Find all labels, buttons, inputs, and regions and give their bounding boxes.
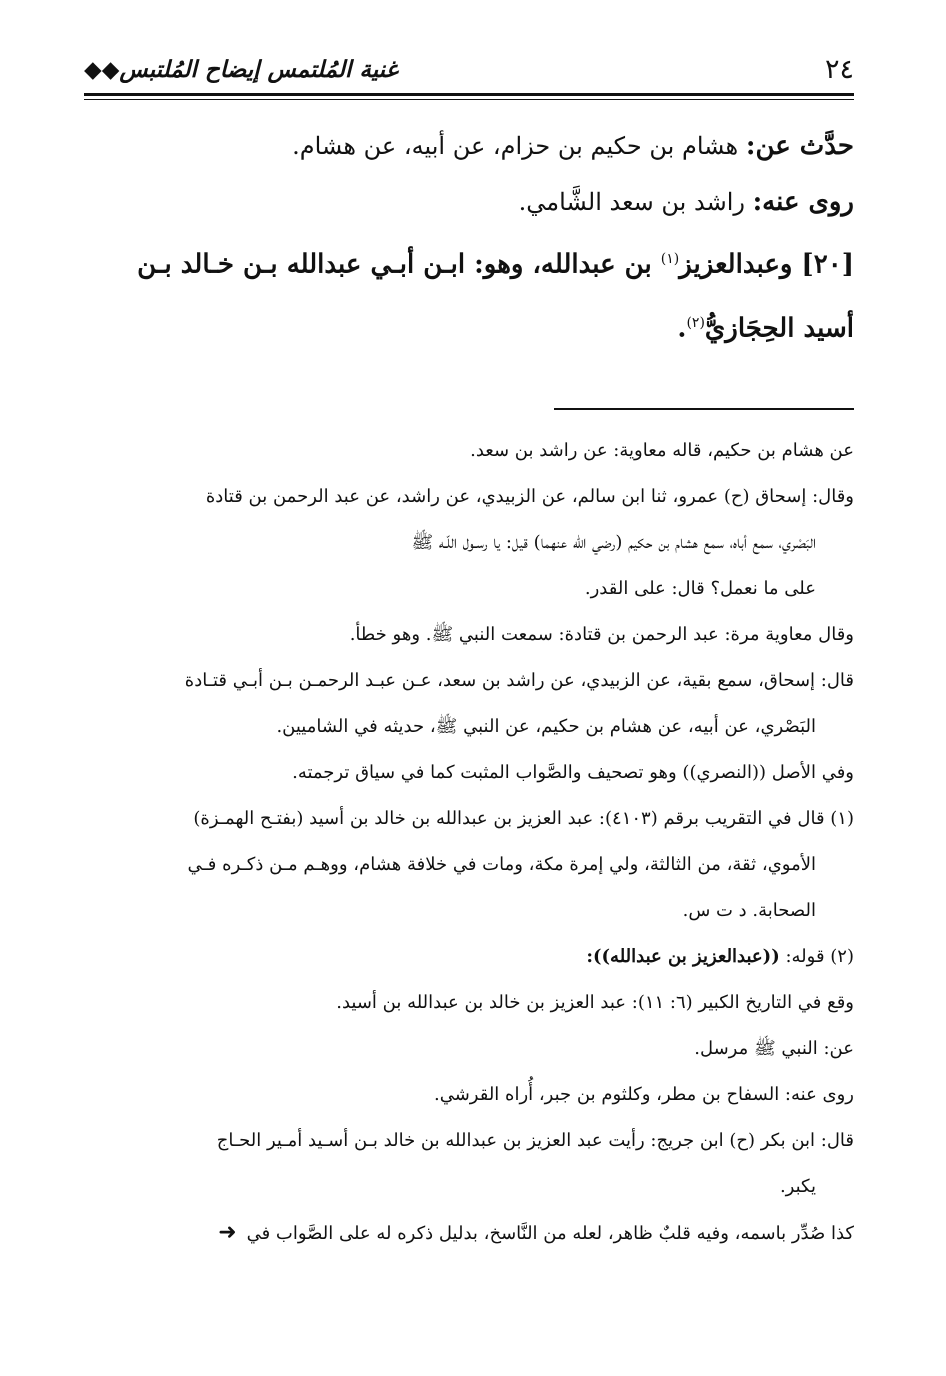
entry-heading-cont [84, 294, 854, 358]
narrated-by-label: روى عنه: [752, 187, 854, 217]
footnote-line: وفي الأصل ((النصري)) وهو تصحيف والصَّواب المثبت كما في سياق ترجمته. [292, 762, 854, 783]
footnote-line: قال: ابن بكر (ح) ابن جريج: رأيت عبد العزيز بن عبدالله بن خالد بـن أسـيد أمـير الحـاج [216, 1130, 854, 1151]
header-rule-thin [84, 99, 854, 100]
footnote-2 [84, 934, 854, 980]
footnote-line: قال: إسحاق، سمع بقية، عن الزبيدي، عن راشد بن سعد، عـن عبـد الرحمـن بـن أبـي قتـادة [184, 670, 854, 691]
main-text [84, 118, 854, 357]
header-rule-thick [84, 93, 854, 96]
footnote-line: روى عنه: السفاح بن مطر، وكلثوم بن جبر، أُراه القرشي. [433, 1084, 854, 1105]
footnote-line: الصحابة. د ت س. [682, 900, 816, 921]
narrated-from-text: هشام بن حكيم بن حزام، عن أبيه، عن هشام. [292, 132, 746, 160]
footnote-1: (١) قال في التقريب برقم (٤١٠٣): عبد العزيز بن عبدالله بن خالد بن أسيد (بفتـح الهمـزة) [193, 808, 854, 829]
footnote-line: وقع في التاريخ الكبير (٦: ١١): عبد العزيز بن خالد بن عبدالله بن أسيد. [336, 992, 854, 1013]
narrated-by-line [84, 174, 854, 230]
entry-heading-part-a: [٢٠] وعبدالعزيز [679, 249, 854, 280]
footnote-line: الأموي، ثقة، من الثالثة، ولي إمرة مكة، ومات في خلافة هشام، ووهـم مـن ذكـره فـي [187, 854, 816, 875]
page-header [84, 52, 854, 86]
page-number: ٢٤ [824, 54, 854, 85]
entry-heading [84, 230, 854, 294]
footnote-line: عن: النبي ﷺ مرسل. [694, 1038, 854, 1059]
footnote-line: على ما نعمل؟ قال: على القدر. [584, 578, 816, 599]
narrated-from-label: حدَّث عن: [745, 131, 854, 161]
entry-heading-part-c: أسيد الحِجَازيُّ [704, 313, 854, 344]
footnote-last-text: كذا صُدِّر باسمه، وفيه قلبٌ ظاهر، لعله من النَّاسخ، بدليل ذكره له على الصَّواب في [246, 1223, 854, 1244]
footnote-line: البَصْري، عن أبيه، عن هشام بن حكيم، عن النبي ﷺ، حديثه في الشاميين. [276, 716, 816, 737]
continue-arrow-icon: ➜ [218, 1220, 237, 1245]
running-title: غنية المُلتمس إيضاح المُلتبس◆◆ [84, 56, 398, 83]
footnote-2-heading: ((عبدالعزيز بن عبدالله)): [586, 946, 780, 967]
footnote-line: يكبر. [779, 1176, 816, 1197]
narrated-from-line [84, 118, 854, 174]
footnote-ref-2: (٢) [686, 314, 705, 331]
footnote-separator [554, 408, 854, 410]
footnote-2-prefix: (٢) قوله: [779, 946, 854, 967]
footnotes [84, 428, 854, 1257]
footnote-ref-1: (١) [660, 251, 680, 267]
footnote-line: عن هشام بن حكيم، قاله معاوية: عن راشد بن سعد. [470, 440, 854, 461]
footnote-line: وقال: إسحاق (ح) عمرو، ثنا ابن سالم، عن الزبيدي، عن راشد، عن عبد الرحمن بن قتادة [205, 486, 854, 507]
footnote-last-line [84, 1210, 854, 1257]
entry-heading-part-d: . [677, 313, 687, 344]
footnote-line: البَصْري، سمع أباه، سمع هشام بن حكيم (رضي الله عنهما) قيل: يا رسـول اللّـه ﷺ [411, 532, 816, 553]
footnote-line: وقال معاوية مرة: عبد الرحمن بن قتادة: سمعت النبي ﷺ. وهو خطأ. [349, 624, 854, 645]
entry-heading-part-b: بن عبدالله، وهو: ابـن أبـي عبدالله بـن خـالد بـن [137, 249, 661, 280]
narrated-by-text: راشد بن سعد الشَّامي. [518, 188, 753, 216]
